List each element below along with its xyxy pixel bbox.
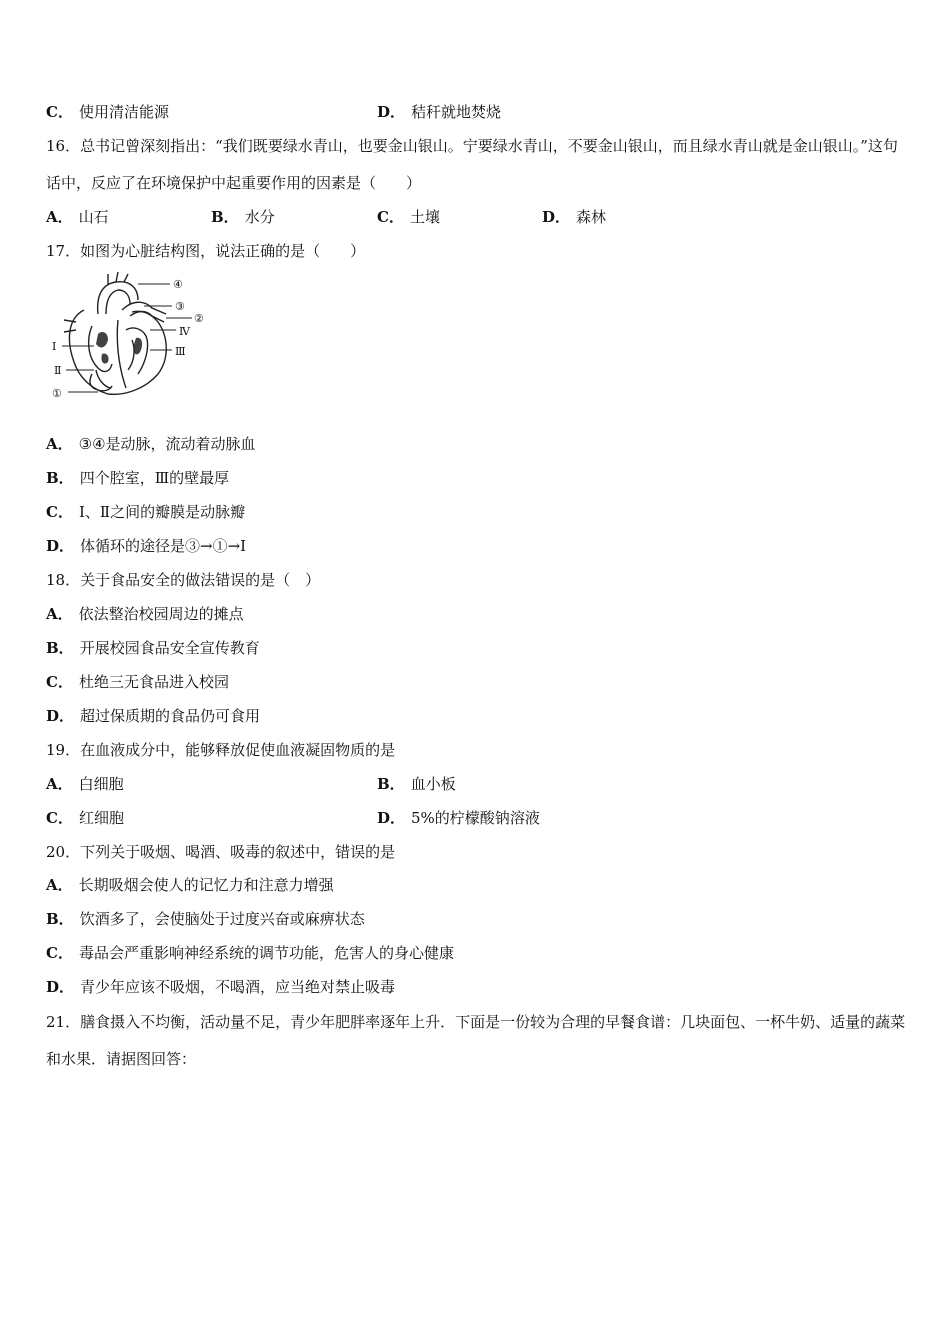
option-text: 红细胞 [78,809,124,827]
q20-option-c [46,942,454,964]
option-text: 开展校园食品安全宣传教育 [79,639,260,657]
option-label: C． [46,103,73,121]
option-text: ③④是动脉，流动着动脉血 [78,435,256,453]
option-text: 水分 [244,208,275,226]
q20-option-a [46,874,334,896]
q16-option-b [211,206,275,228]
option-text: 青少年应该不吸烟，不喝酒，应当绝对禁止吸毒 [80,978,396,996]
option-label: A． [46,605,73,623]
option-text: 秸秆就地焚烧 [411,103,502,121]
option-text: 山石 [78,208,109,226]
q18-option-a [46,603,244,625]
q18-stem: 18．关于食品安全的做法错误的是（ ） [46,571,321,589]
option-label: A． [46,208,73,226]
q17-option-d [46,535,246,557]
label-IV: Ⅳ [179,325,190,338]
q19-option-a [46,773,124,795]
q17-option-a [46,433,256,455]
q20-stem: 20．下列关于吸烟、喝酒、吸毒的叙述中，错误的是 [46,843,396,861]
option-text: 5%的柠檬酸钠溶液 [411,809,540,827]
q18-option-b [46,637,260,659]
q20-option-d [46,976,395,998]
option-label: B． [46,469,74,487]
option-label: D． [46,978,75,996]
option-label: B． [46,910,74,928]
label-I: Ⅰ [52,340,57,353]
option-text: 白细胞 [78,775,124,793]
label-3: ③ [175,300,185,313]
q16-option-d [542,206,606,228]
label-4: ④ [173,278,183,291]
option-text: Ⅰ、Ⅱ之间的瓣膜是动脉瓣 [78,503,246,521]
option-text: 土壤 [409,208,440,226]
q15-option-d [377,101,501,123]
label-III: Ⅲ [175,345,186,358]
option-label: A． [46,775,73,793]
q21-stem: 21．膳食摄入不均衡，活动量不足，青少年肥胖率逐年上升．下面是一份较为合理的早餐食谱：几块面包、一杯牛奶、适量的蔬菜和水果．请据图回答： [46,1013,906,1068]
option-text: 杜绝三无食品进入校园 [78,673,229,691]
q16-stem: 16．总书记曾深刻指出：“我们既要绿水青山，也要金山银山。宁要绿水青山，不要金山银山，而且绿水青山就是金山银山。”这句话中，反应了在环境保护中起重要作用的因素是（ ） [46,137,898,192]
option-label: C． [46,809,73,827]
option-label: C． [46,673,73,691]
option-label: D． [377,809,406,827]
q17-option-c [46,501,245,523]
option-label: C． [46,503,73,521]
option-label: C． [377,208,404,226]
option-text: 体循环的途径是③→①→Ⅰ [80,537,247,555]
label-1: ① [52,387,62,400]
q16-option-a [46,206,109,228]
q20-option-b [46,908,365,930]
label-2: ② [194,312,204,325]
option-text: 四个腔室，Ⅲ的壁最厚 [79,469,230,487]
q17-option-b [46,467,229,489]
option-text: 血小板 [410,775,456,793]
option-label: A． [46,876,73,894]
q19-option-c [46,807,124,829]
q16-option-c [377,206,440,228]
q19-option-d [377,807,540,829]
option-label: B． [377,775,405,793]
option-text: 超过保质期的食品仍可食用 [80,707,261,725]
q19-stem: 19．在血液成分中，能够释放促使血液凝固物质的是 [46,741,396,759]
q18-option-c [46,671,229,693]
option-label: B． [211,208,239,226]
option-text: 长期吸烟会使人的记忆力和注意力增强 [78,876,334,894]
option-text: 依法整治校园周边的摊点 [78,605,244,623]
q19-option-b [377,773,456,795]
option-text: 饮酒多了，会使脑处于过度兴奋或麻痹状态 [79,910,365,928]
q15-option-c [46,101,169,123]
option-label: D． [377,103,406,121]
option-label: A． [46,435,73,453]
option-label: B． [46,639,74,657]
option-text: 使用清洁能源 [78,103,169,121]
option-label: C． [46,944,73,962]
heart-diagram [46,270,216,405]
q18-option-d [46,705,260,727]
option-label: D． [542,208,571,226]
option-text: 毒品会严重影响神经系统的调节功能，危害人的身心健康 [78,944,454,962]
option-label: D． [46,707,75,725]
q17-stem: 17．如图为心脏结构图，说法正确的是（ ） [46,242,366,260]
option-text: 森林 [576,208,607,226]
option-label: D． [46,537,75,555]
label-II: Ⅱ [54,364,62,377]
